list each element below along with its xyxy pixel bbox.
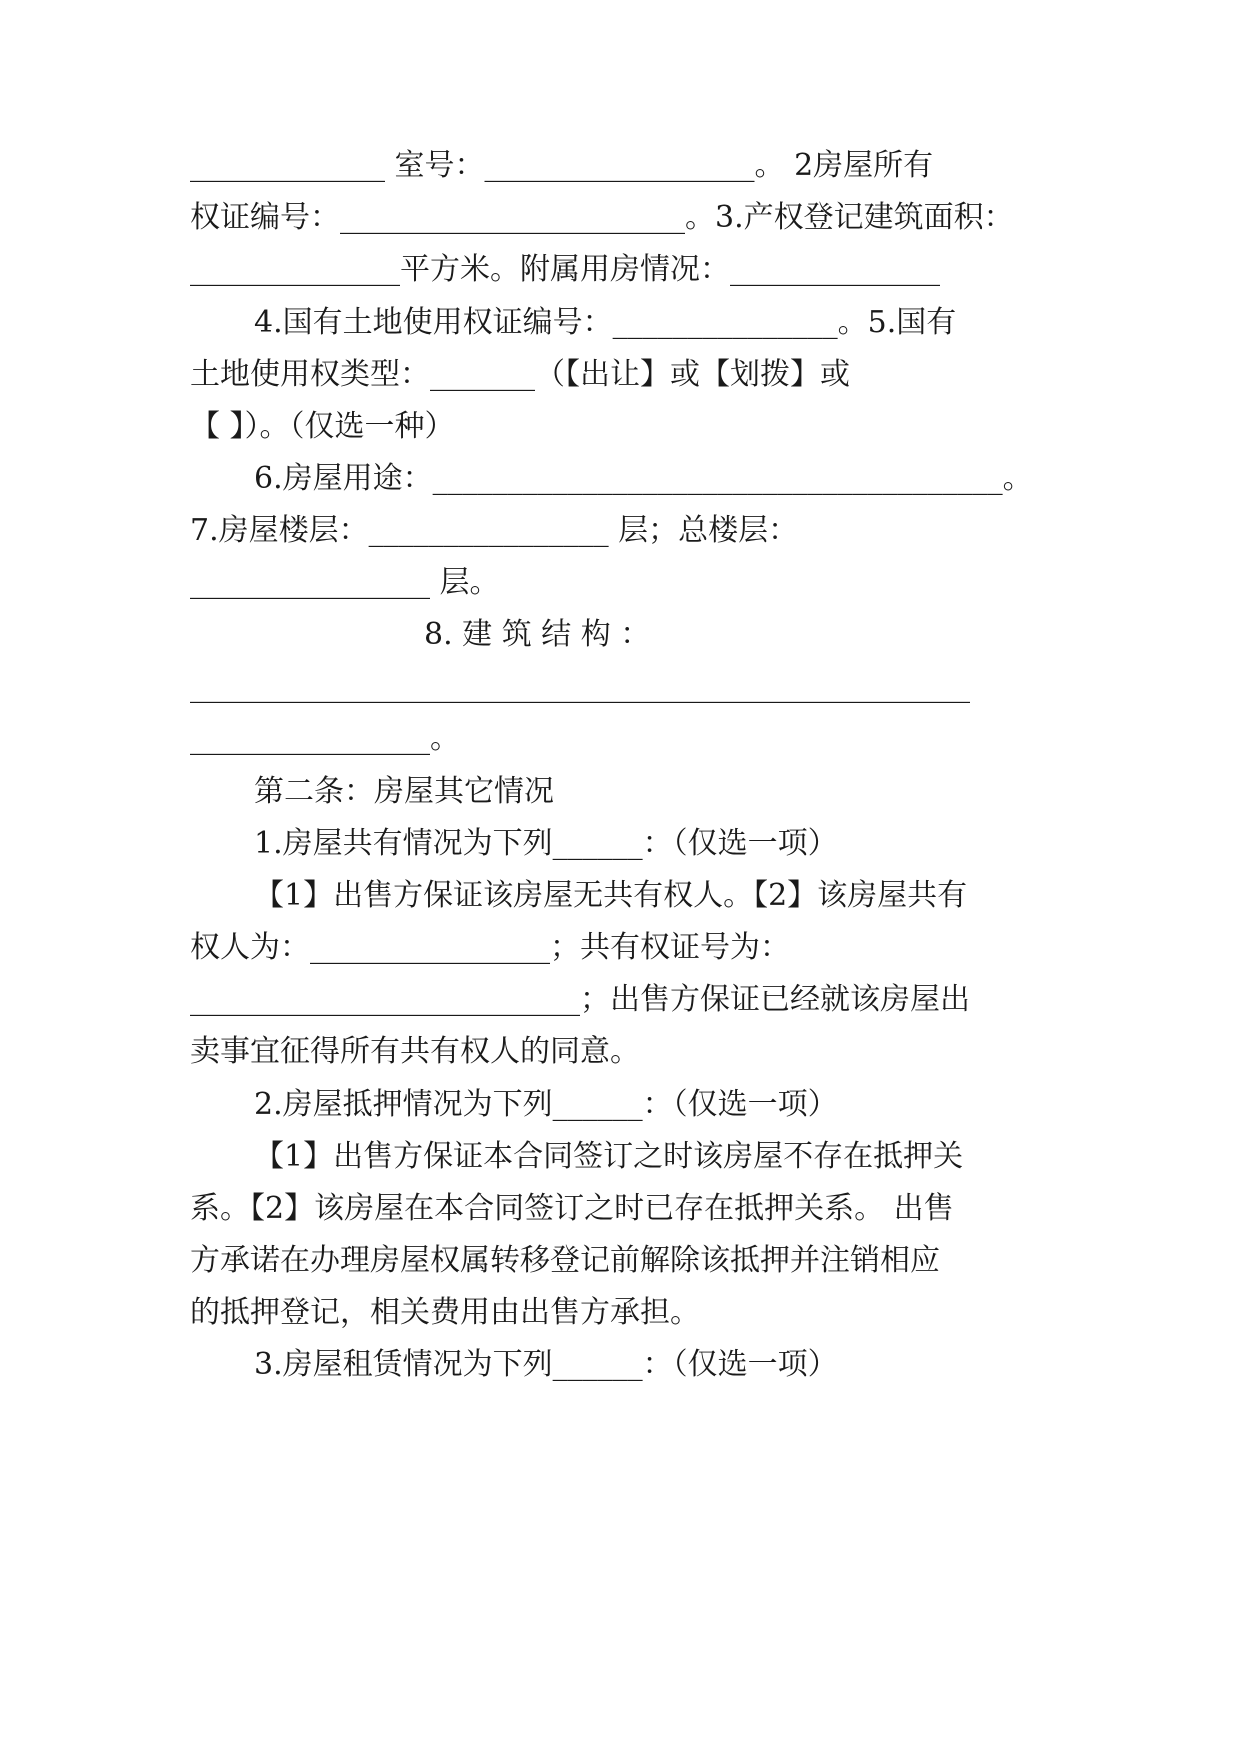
text-line: ________________。 (190, 721, 460, 756)
text-line: 4.国有土地使用权证编号：_______________。5.国有 (254, 305, 957, 340)
text-line: ________________ 层。 (190, 565, 500, 600)
text-line: 7.房屋楼层：________________ 层；总楼层： (190, 513, 799, 548)
text-line: 【1】出售方保证该房屋无共有权人。【2】该房屋共有 (254, 878, 968, 913)
text-line: 2.房屋抵押情况为下列______：（仅选一项） (254, 1087, 838, 1122)
text-line: 方承诺在办理房屋权属转移登记前解除该抵押并注销相应 (190, 1243, 940, 1278)
text-line: __________________________；出售方保证已经就该房屋出 (190, 982, 970, 1017)
text-line: _____________ 室号：__________________。 2房屋所有 (190, 148, 934, 183)
text-line: 6.房屋用途：______________________________________。 (254, 461, 1033, 496)
text-line: 【1】出售方保证本合同签订之时该房屋不存在抵押关 (254, 1139, 964, 1174)
section-heading: 第二条：房屋其它情况 (254, 774, 554, 809)
text-line: 的抵押登记，相关费用由出售方承担。 (190, 1295, 700, 1330)
text-line: 8. 建 筑 结 构 ： (424, 617, 651, 652)
text-line: 土地使用权类型：_______（【出让】或【划拨】或 (190, 357, 850, 392)
text-line: 【 】）。（仅选一种） (190, 409, 455, 444)
text-line: 权人为：________________；共有权证号为： (190, 930, 790, 965)
text-line: 卖事宜征得所有共有权人的同意。 (190, 1034, 640, 1069)
text-line: 1.房屋共有情况为下列______：（仅选一项） (254, 826, 838, 861)
text-line: 3.房屋租赁情况为下列______：（仅选一项） (254, 1347, 838, 1382)
text-line: ____________________________________________________ (190, 669, 970, 704)
text-line: ______________平方米。附属用房情况：______________ (190, 252, 940, 287)
text-line: 权证编号：_______________________。3.产权登记建筑面积： (190, 200, 1014, 235)
text-line: 系。【2】该房屋在本合同签订之时已存在抵押关系。 出售 (190, 1191, 954, 1226)
